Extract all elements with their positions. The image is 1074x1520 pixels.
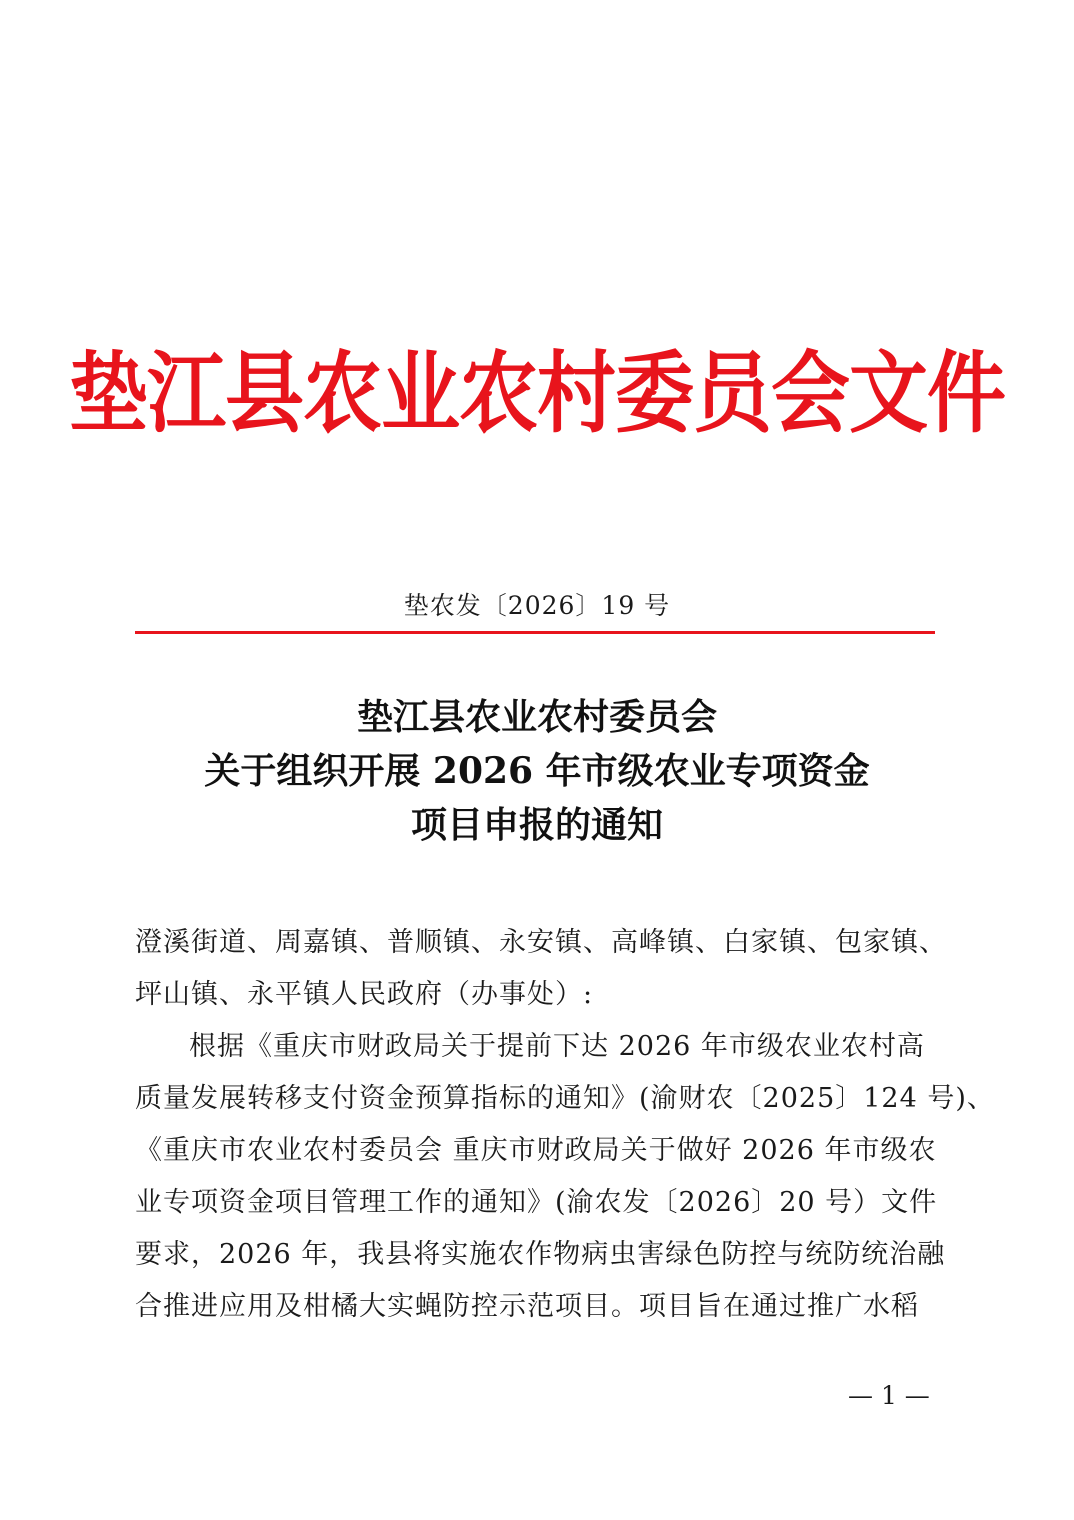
title-line: 关于组织开展 2026 年市级农业专项资金 — [204, 750, 870, 792]
document-title — [0, 690, 1074, 852]
document-number: 垫农发〔2026〕19 号 — [403, 591, 671, 620]
paragraph-line: 业专项资金项目管理工作的通知》(渝农发〔2026〕20 号）文件 — [135, 1187, 938, 1218]
addressee-line: 坪山镇、永平镇人民政府（办事处）: — [135, 979, 594, 1010]
page-number: — 1 — — [848, 1381, 930, 1410]
body-text — [135, 917, 995, 1333]
paragraph-line: 根据《重庆市财政局关于提前下达 2026 年市级农业农村高 — [189, 1031, 925, 1062]
paragraph-line: 《重庆市农业农村委员会 重庆市财政局关于做好 2026 年市级农 — [135, 1135, 937, 1166]
paragraph-line: 要求，2026 年，我县将实施农作物病虫害绿色防控与统防统治融 — [135, 1239, 946, 1270]
issuer-banner: 垫江县农业农村委员会文件 — [69, 341, 1005, 446]
paragraph-line: 合推进应用及柑橘大实蝇防控示范项目。项目旨在通过推广水稻 — [135, 1291, 919, 1322]
paragraph-line: 质量发展转移支付资金预算指标的通知》(渝财农〔2025〕124 号)、 — [135, 1083, 995, 1114]
title-line: 垫江县农业农村委员会 — [356, 696, 717, 738]
title-line: 项目申报的通知 — [410, 804, 663, 846]
red-separator-line — [135, 631, 935, 634]
addressee-line: 澄溪街道、周嘉镇、普顺镇、永安镇、高峰镇、白家镇、包家镇、 — [135, 927, 947, 958]
